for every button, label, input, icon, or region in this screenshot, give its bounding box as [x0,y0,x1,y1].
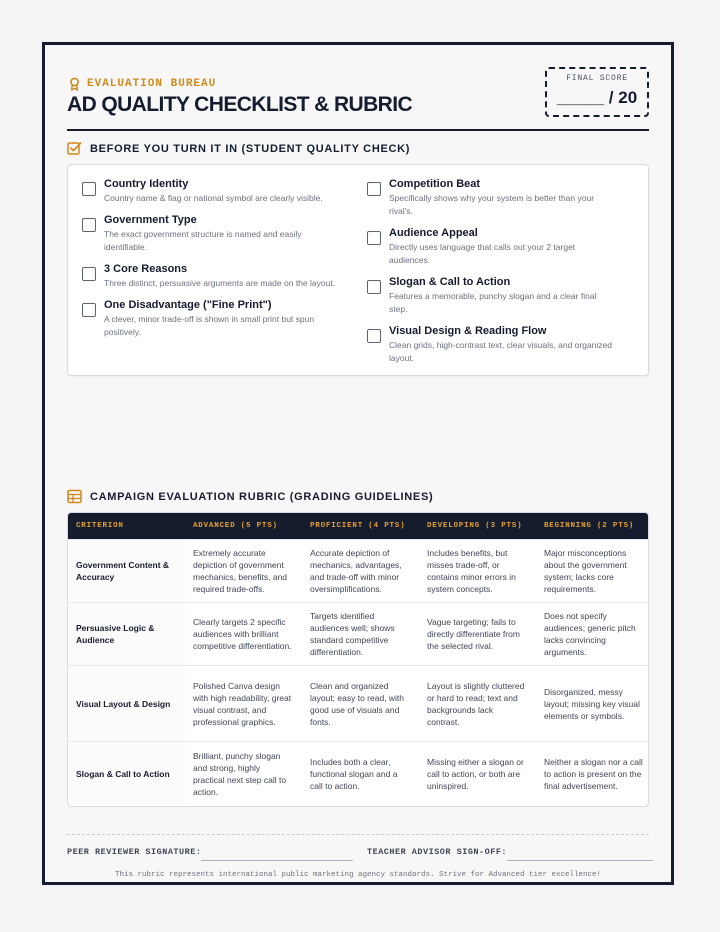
checklist-item-title: Audience Appeal [389,227,478,239]
rubric-cell: Missing either a slogan or call to action, or both are uninspired. [419,742,536,806]
teacher-signature-line[interactable] [507,860,653,861]
column-header-beginning: BEGINNING (2 PTS) [536,513,649,540]
rubric-heading-text: CAMPAIGN EVALUATION RUBRIC (GRADING GUIDELINES) [90,490,434,503]
checkbox[interactable] [82,303,96,317]
rubric-cell: Includes both a clear, functional slogan and a call to action. [302,742,419,806]
peer-signature-line[interactable] [201,860,353,861]
table-icon [67,489,82,504]
rubric-cell: Does not specify audiences; generic pitch lacks convincing arguments. [536,603,649,666]
checklist-item-description: Country name & flag or national symbol are clearly visible. [104,193,323,203]
rubric-criterion-cell: Visual Layout & Design [68,666,185,742]
checkbox[interactable] [367,231,381,245]
bureau-label [69,77,216,91]
checklist-item-text [104,177,323,205]
checklist-item-description: Features a memorable, punchy slogan and a clear final step. [389,291,597,314]
checklist-item-description: Three distinct, persuasive arguments are made on the layout. [104,278,336,288]
rubric-heading [67,489,433,504]
checklist-item-text [104,298,340,339]
rubric-row [68,540,649,603]
checklist-item [82,262,340,290]
checklist-item-description: Specifically shows why your system is better than your rival's. [389,193,595,216]
checkbox[interactable] [82,267,96,281]
rubric-cell: Polished Canva design with high readability, great visual contrast, and professional graphics. [185,666,302,742]
checklist-item-text [389,226,617,267]
checklist-heading-text: BEFORE YOU TURN IT IN (STUDENT QUALITY CHECK) [90,142,411,155]
column-header-advanced: ADVANCED (5 PTS) [185,513,302,540]
checklist-item-text [104,213,340,254]
final-score-box [545,67,649,117]
checklist-item [82,298,340,339]
signature-area [67,834,649,857]
checkbox[interactable] [367,182,381,196]
rubric-cell: Vague targeting; fails to directly differentiate from the selected rival. [419,603,536,666]
checklist-item-description: Clean grids, high-contrast text, clear visuals, and organized layout. [389,340,613,363]
checklist-item-text [389,324,617,365]
checklist-item-title: Country Identity [104,178,189,190]
checklist-item [367,275,617,316]
checkbox[interactable] [367,329,381,343]
rubric-cell: Accurate depiction of mechanics, advantages, and trade-off with minor oversimplifications. [302,540,419,603]
checklist-item-title: Visual Design & Reading Flow [389,325,547,337]
header-divider [67,129,649,131]
rubric-criterion-cell: Government Content & Accuracy [68,540,185,603]
bureau-text: EVALUATION BUREAU [87,78,217,90]
teacher-signoff-label: TEACHER ADVISOR SIGN-OFF: [367,847,508,857]
checklist-item-title: Slogan & Call to Action [389,276,511,288]
footer-note: This rubric represents international public marketing agency standards. Strive for Advanced tier excellence! [114,871,602,879]
checklist-item-description: A clever, minor trade-off is shown in small print but spun positively. [104,314,315,337]
rubric-cell: Clean and organized layout; easy to read, with good use of visuals and fonts. [302,666,419,742]
checklist-item-description: The exact government structure is named and easily identifiable. [104,229,302,252]
rubric-criterion-cell: Persuasive Logic & Audience [68,603,185,666]
column-header-developing: DEVELOPING (3 PTS) [419,513,536,540]
checkbox[interactable] [82,182,96,196]
rubric-table [68,513,649,806]
rubric-header-row [68,513,649,540]
rubric-row [68,603,649,666]
checklist-item-title: Competition Beat [389,178,481,190]
checklist-item [82,177,340,205]
checklist-item-title: One Disadvantage ("Fine Print") [104,299,272,311]
rubric-cell: Major misconceptions about the government system; lacks core requirements. [536,540,649,603]
checklist-item-description: Directly uses language that calls out your 2 target audiences. [389,242,576,265]
peer-reviewer-label: PEER REVIEWER SIGNATURE: [67,847,202,857]
checklist-item-text [104,262,335,290]
checklist-item-title: Government Type [104,214,197,226]
rubric-row [68,742,649,806]
rubric-cell: Clearly targets 2 specific audiences with brilliant competitive differentiation. [185,603,302,666]
checklist-item [367,177,617,218]
page-title: AD QUALITY CHECKLIST & RUBRIC [67,93,413,116]
checkbox-checked-icon [67,141,82,156]
column-header-proficient: PROFICIENT (4 PTS) [302,513,419,540]
checklist-item [367,324,617,365]
final-score-value: _____ / 20 [556,88,638,107]
rubric-cell: Brilliant, punchy slogan and strong, highly practical next step call to action. [185,742,302,806]
checklist-column-left [82,177,340,347]
rubric-cell: Extremely accurate depiction of government mechanics, benefits, and required trade-offs. [185,540,302,603]
checklist-item [367,226,617,267]
rubric-page [42,42,674,885]
rubric-cell: Neither a slogan nor a call to action is present on the final advertisement. [536,742,649,806]
award-icon [69,77,80,91]
quality-checklist [67,164,649,376]
final-score-label: FINAL SCORE [566,74,628,83]
rubric-table-wrapper [67,512,649,807]
checklist-item-text [389,177,617,218]
rubric-cell: Disorganized, messy layout; missing key visual elements or symbols. [536,666,649,742]
rubric-cell: Includes benefits, but misses trade-off, or contains minor errors in system concepts. [419,540,536,603]
checklist-item [82,213,340,254]
checklist-item-text [389,275,617,316]
rubric-row [68,666,649,742]
checklist-heading [67,141,410,156]
rubric-criterion-cell: Slogan & Call to Action [68,742,185,806]
checklist-item-title: 3 Core Reasons [104,263,188,275]
checklist-column-right [367,177,617,373]
checkbox[interactable] [82,218,96,232]
rubric-cell: Targets identified audiences well; shows standard competitive differentiation. [302,603,419,666]
column-header-criterion: CRITERION [68,513,185,540]
rubric-cell: Layout is slightly cluttered or hard to read; text and backgrounds lack contrast. [419,666,536,742]
checkbox[interactable] [367,280,381,294]
